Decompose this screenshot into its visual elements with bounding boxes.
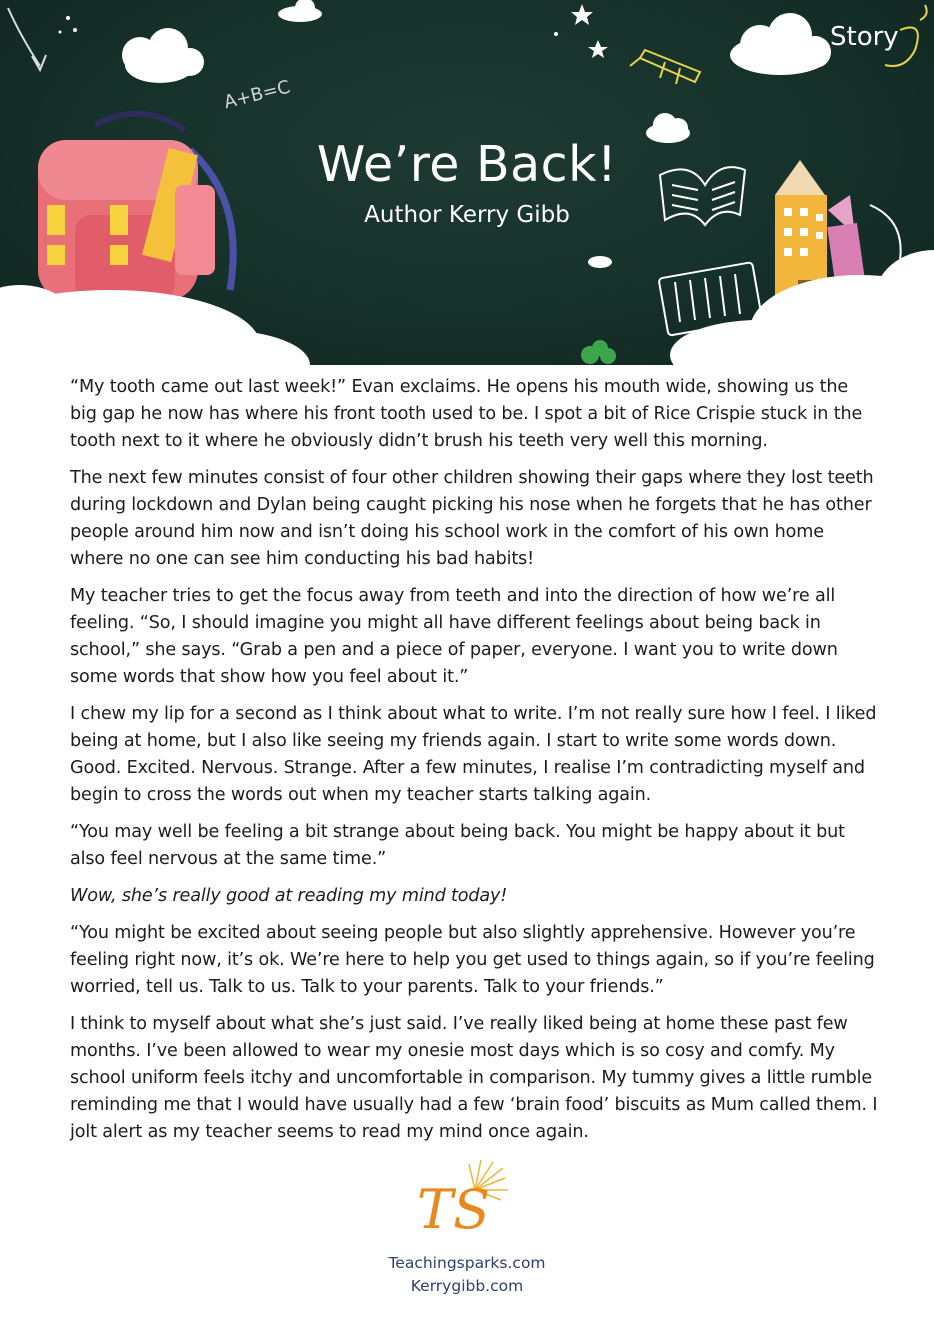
story-paragraph: The next few minutes consist of four other children showing their gaps where they lost teeth during lockdown and Dylan being caught picking his nose when he forgets that he has other people around him now and isn’t doing his school work in the comfort of his own home where no one can see him conducting his bad habits!: [70, 468, 874, 569]
rocket-icon: [630, 50, 700, 84]
chalk-arrow-icon: [8, 8, 46, 70]
story-paragraph: “You might be excited about seeing people but also slightly apprehensive. However you’re feeling right now, it’s ok. We’re here to help you get used to things again, so if you’re feeling worried, tell us. Talk to us. Talk to your parents. Talk to your friends.”: [70, 923, 875, 997]
story-paragraph: “You may well be feeling a bit strange about being back. You might be happy about it but also feel nervous at the same time.”: [70, 822, 845, 869]
footer-site-teachingsparks: Teachingsparks.com: [388, 1254, 546, 1272]
page-title: We’re Back!: [316, 136, 618, 193]
chalk-formula: A+B=C: [221, 76, 293, 114]
story-body: [70, 374, 878, 1156]
author-line: Author Kerry Gibb: [364, 202, 570, 228]
corner-label: Story: [830, 22, 899, 52]
header-banner: [0, 0, 934, 365]
story-paragraph: I chew my lip for a second as I think about what to write. I’m not really sure how I feel. I liked being at home, but I also like seeing my friends again. I start to write some words down. Good. Excited. Nervous. Strange. After a few minutes, I realise I’m contradicting myself and begin to cross the words out when my teacher starts talking again.: [70, 704, 877, 805]
teachingsparks-logo: [413, 1160, 513, 1245]
story-paragraph: “My tooth came out last week!” Evan exclaims. He opens his mouth wide, showing us the big gap he now has where his front tooth used to be. I spot a bit of Rice Crispie stuck in the tooth next to it where he obviously didn’t brush his teeth very well this morning.: [70, 377, 863, 451]
story-paragraph-italic: Wow, she’s really good at reading my mind today!: [70, 886, 508, 906]
footer-site-kerrygibb: Kerrygibb.com: [410, 1277, 524, 1295]
logo-text: TS: [417, 1178, 491, 1241]
story-paragraph: I think to myself about what she’s just said. I’ve really liked being at home these past few months. I’ve been allowed to wear my onesie most days which is so cosy and comfy. My school uniform feels itchy and uncomfortable in comparison. My tummy gives a little rumble reminding me that I would have usually had a few ‘brain food’ biscuits as Mum called them. I jolt alert as my teacher seems to read my mind once again.: [70, 1014, 878, 1142]
story-paragraph: My teacher tries to get the focus away from teeth and into the direction of how we’re all feeling. “So, I should imagine you might all have different feelings about being back in school,” she says. “Grab a pen and a piece of paper, everyone. I want you to write down some words that show how you feel about it.”: [70, 586, 838, 687]
